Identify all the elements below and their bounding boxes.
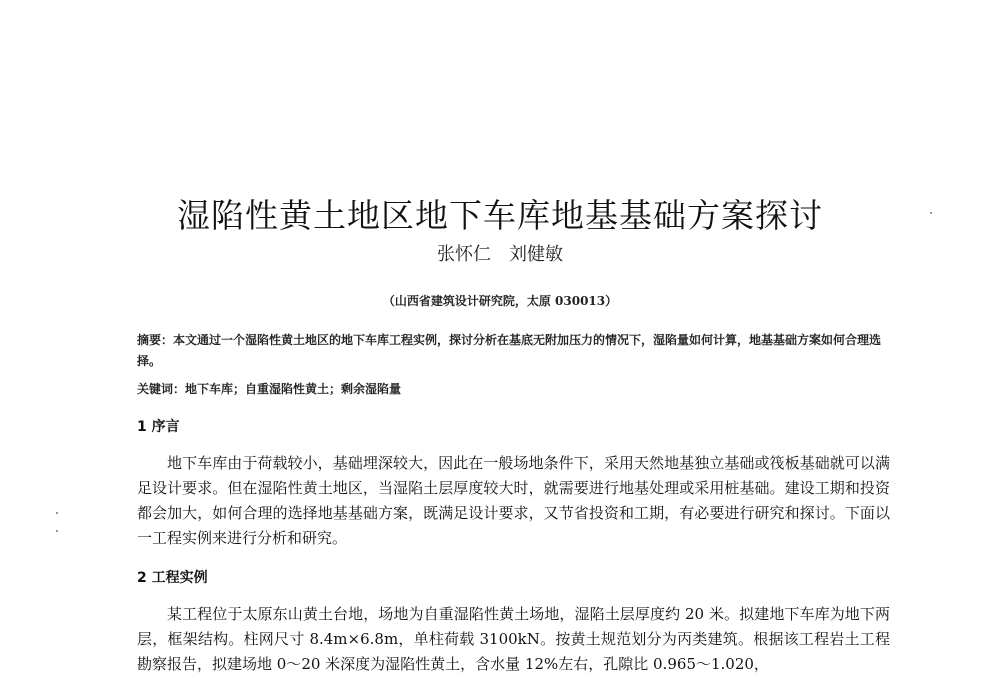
section-paragraph: 地下车库由于荷载较小，基础埋深较大，因此在一般场地条件下，采用天然地基独立基础或筏板基础就可以满足设计要求。但在湿陷性黄土地区，当湿陷土层厚度较大时，就需要进行地基处理或采用桩基础。建设工期和投资都会加大，如何合理的选择地基基础方案，既满足设计要求，又节省投资和工期，有必要进行研究和探讨。下面以一工程实例来进行分析和研究。 — [137, 454, 890, 547]
affiliation: （山西省建筑设计研究院，太原 030013） — [382, 294, 618, 308]
keywords — [137, 380, 890, 397]
abstract-text: 本文通过一个湿陷性黄土地区的地下车库工程实例，探讨分析在基底无附加压力的情况下，湿陷量如何计算，地基基础方案如何合理选择。 — [137, 333, 882, 368]
author-list: 张怀仁 刘健敏 — [437, 244, 563, 265]
keywords-label: 关键词： — [137, 382, 186, 396]
section-heading: 2 工程实例 — [137, 570, 208, 586]
scan-speck — [56, 512, 58, 514]
paper-title: 湿陷性黄土地区地下车库地基基础方案探讨 — [177, 196, 823, 236]
abstract-label: 摘要： — [137, 333, 174, 347]
section-paragraph: 某工程位于太原东山黄土台地，场地为自重湿陷性黄土场地，湿陷土层厚度约 20 米。拟建地下车库为地下两层，框架结构。柱网尺寸 8.4m×6.8m，单柱荷载 3100kN。按黄土规范划分为丙类建筑。根据该工程岩土工程勘察报告，拟建场地 0～20 米深度为湿陷性黄土，含水量 12%左右，孔隙比 0.965～1.020， — [137, 605, 890, 673]
abstract — [137, 330, 890, 372]
section-heading: 1 序言 — [137, 419, 180, 435]
scan-speck — [56, 530, 58, 532]
keywords-text: 地下车库；自重湿陷性黄土；剩余湿陷量 — [185, 382, 402, 396]
